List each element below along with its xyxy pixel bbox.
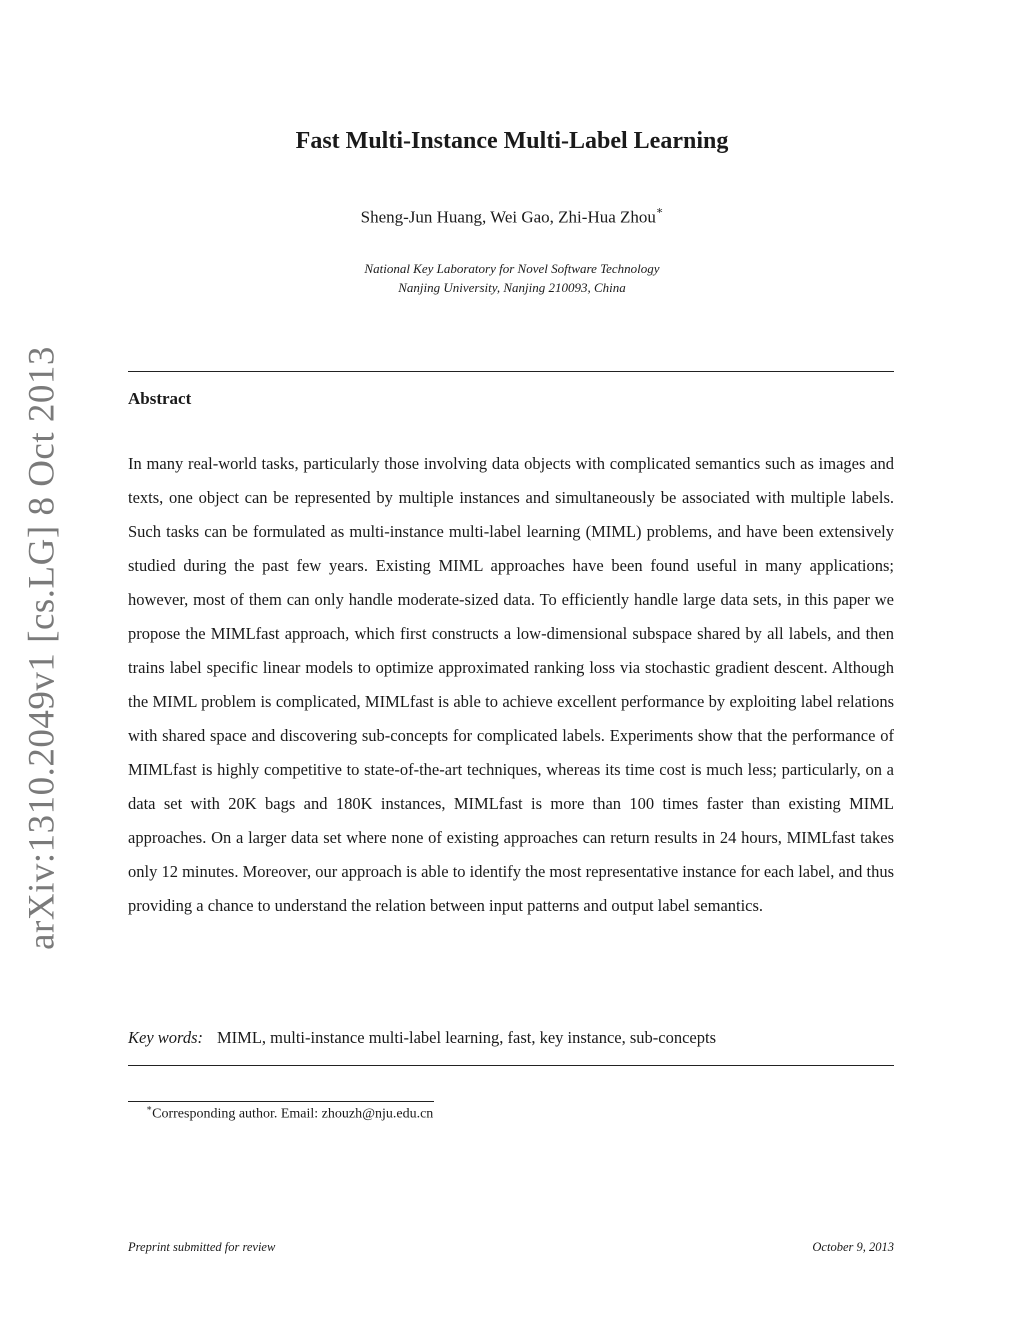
footnote-mark: ∗ bbox=[146, 1103, 153, 1113]
keywords-text: MIML, multi-instance multi-label learning, fast, key instance, sub-concepts bbox=[217, 1028, 717, 1047]
abstract-text: In many real-world tasks, particularly those involving data objects with complicated semantics such as images and texts, one object can be represented by multiple instances and simultaneously be associated with multiple labels. Such tasks can be formulated as multi-instance multi-label learning (MIML) problems, and have been extensively studied during the past few years. Existing MIML approaches have been found useful in many applications; however, most of them can only handle moderate-sized data. To efficiently handle large data sets, in this paper we propose the MIMLfast approach, which first constructs a low-dimensional subspace shared by all labels, and then trains label specific linear models to optimize approximated ranking loss via stochastic gradient descent. Although the MIML problem is complicated, MIMLfast is able to achieve excellent performance by exploiting label relations with shared space and discovering sub-concepts for complicated labels. Experiments show that the performance of MIMLfast is highly competitive to state-of-the-art techniques, whereas its time cost is much less; particularly, on a data set with 20K bags and 180K instances, MIMLfast is more than 100 times faster than existing MIML approaches. On a larger data set where none of existing approaches can return results in 24 hours, MIMLfast takes only 12 minutes. Moreover, our approach is able to identify the most representative instance for each label, and thus providing a chance to understand the relation between input patterns and output label semantics. bbox=[128, 454, 894, 915]
abstract-heading: Abstract bbox=[128, 389, 192, 408]
author-list bbox=[0, 206, 1024, 228]
arxiv-identifier-stamp: arXiv:1310.2049v1 [cs.LG] 8 Oct 2013 bbox=[21, 346, 63, 950]
affiliation-line-2: Nanjing University, Nanjing 210093, China bbox=[398, 280, 626, 295]
footer-preprint-note: Preprint submitted for review bbox=[128, 1240, 276, 1254]
affiliation-line-1: National Key Laboratory for Novel Software Technology bbox=[364, 261, 660, 276]
abstract-top-rule bbox=[128, 371, 894, 372]
keywords-label: Key words: bbox=[128, 1028, 204, 1047]
author-names: Sheng-Jun Huang, Wei Gao, Zhi-Hua Zhou bbox=[360, 207, 656, 227]
abstract-bottom-rule bbox=[128, 1065, 894, 1066]
keywords-line bbox=[128, 1028, 716, 1048]
footnote-rule bbox=[128, 1101, 434, 1102]
footnote-text: Corresponding author. Email: zhouzh@nju.edu.cn bbox=[152, 1106, 434, 1122]
paper-title: Fast Multi-Instance Multi-Label Learning bbox=[295, 128, 729, 154]
footnote bbox=[146, 1104, 433, 1123]
corresponding-author-mark: ∗ bbox=[655, 205, 664, 217]
footer-date: October 9, 2013 bbox=[812, 1240, 894, 1254]
